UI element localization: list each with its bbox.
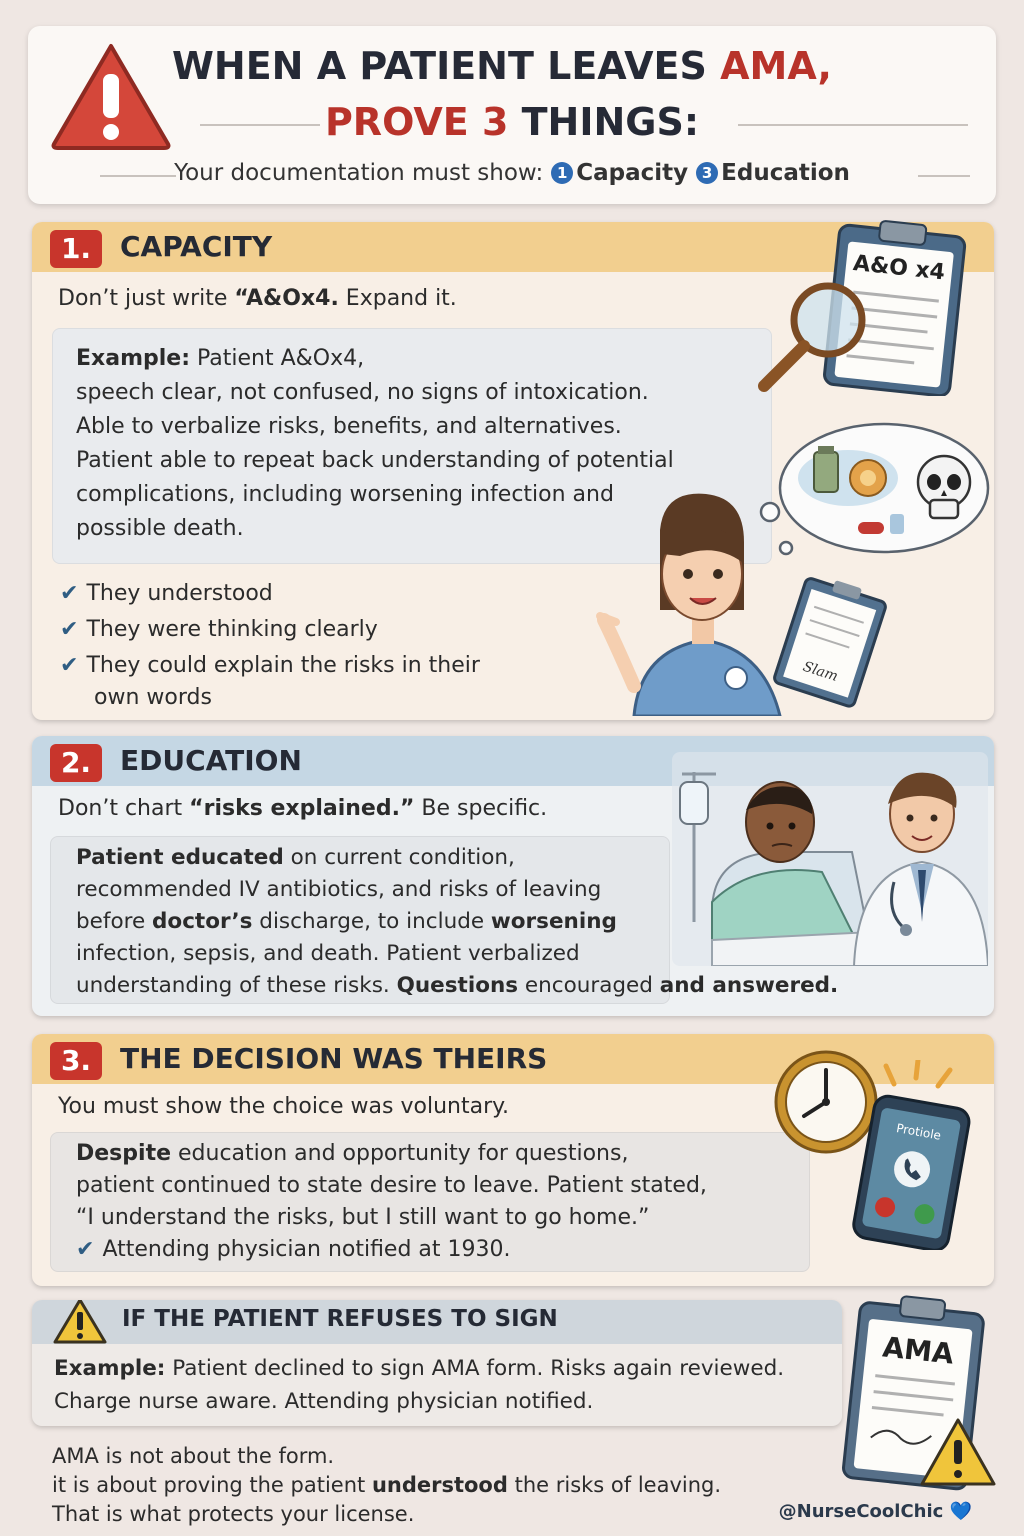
- capacity-title: CAPACITY: [120, 230, 273, 263]
- warning-triangle-icon: [52, 1300, 108, 1346]
- capacity-checklist: ✔ They understood ✔ They were thinking clearly ✔ They could explain the risks in their own words: [60, 576, 480, 712]
- education-title: EDUCATION: [120, 744, 302, 777]
- check-item: ✔ They were thinking clearly: [60, 617, 378, 642]
- section-number-badge: 1.: [50, 230, 102, 268]
- capacity-example-text: Example: Patient A&Ox4, speech clear, not confused, no signs of intoxication. Able to verbalize risks, benefits, and alternatives. Patient able to repeat back understanding of potential complications, including worsening infection and possible death.: [76, 346, 674, 541]
- ama-clipboard-label: AMA: [881, 1330, 956, 1371]
- checkmark-icon: ✔: [60, 653, 79, 678]
- decision-title: THE DECISION WAS THEIRS: [120, 1042, 548, 1075]
- decision-lead: You must show the choice was voluntary.: [58, 1094, 509, 1119]
- education-lead: Don’t chart “risks explained.” Be specific.: [58, 796, 548, 821]
- clipboard-magnifier-icon: [740, 216, 970, 396]
- author-handle: @NurseCoolChic 💙: [778, 1501, 972, 1522]
- phone-ringing-icon: [846, 1060, 986, 1250]
- check-item: ✔ They understood: [60, 581, 273, 606]
- phone-label: Protiole: [895, 1121, 943, 1143]
- signature-text: Slam: [800, 658, 840, 685]
- ama-clipboard-icon: [836, 1290, 1000, 1496]
- title-line-1: WHEN A PATIENT LEAVES AMA,: [172, 44, 832, 88]
- checkmark-icon: ✔: [76, 1237, 95, 1262]
- title-line-2: PROVE 3 THINGS:: [324, 100, 700, 144]
- education-example-text: Patient educated on current condition, recommended IV antibiotics, and risks of leaving before doctor’s discharge, to include worsening infection, sepsis, and death. Patient verbalized understanding of these risks. Questions encouraged and answered.: [76, 845, 839, 998]
- checkmark-icon: ✔: [60, 617, 79, 642]
- section-number-badge: 3.: [50, 1042, 102, 1080]
- doctor-patient-illustration: [672, 752, 988, 966]
- capacity-lead: Don’t just write “A&Ox4. Expand it.: [58, 286, 457, 311]
- number-circle-icon: 3: [696, 162, 718, 184]
- decision-example-text: Despite education and opportunity for questions, patient continued to state desire to leave. Patient stated, “I understand the risks, but I still want to go home.” ✔ Attending physician notified at 1930.: [76, 1141, 707, 1262]
- footer-text: AMA is not about the form. it is about proving the patient understood the risks of leaving. That is what protects your license.: [52, 1444, 722, 1526]
- subtitle: Your documentation must show: 1 Capacity 3 Education: [174, 160, 850, 186]
- refuse-example-text: Example: Patient declined to sign AMA form. Risks again reviewed. Charge nurse aware. Attending physician notified.: [54, 1356, 785, 1414]
- refuse-section: [32, 1300, 842, 1426]
- checkmark-icon: ✔: [60, 581, 79, 606]
- clipboard-label: A&O x4: [851, 250, 947, 286]
- refuse-title: IF THE PATIENT REFUSES TO SIGN: [122, 1306, 558, 1332]
- nurse-illustration: [594, 490, 894, 716]
- number-circle-icon: 1: [551, 162, 573, 184]
- section-number-badge: 2.: [50, 744, 102, 782]
- check-item: ✔ They could explain the risks in their: [60, 653, 480, 678]
